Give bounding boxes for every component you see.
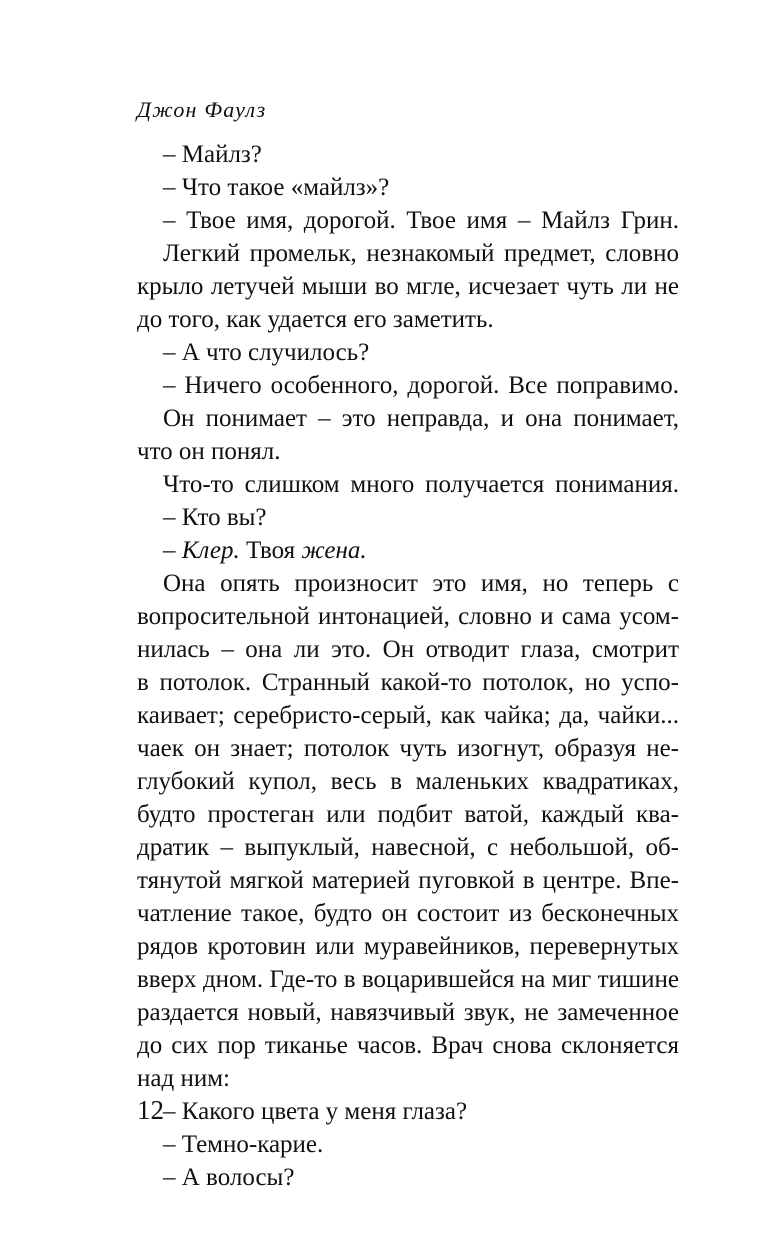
text-segment: Что-то слишком много получается понимания. (163, 471, 679, 498)
text-segment: Он понимает – это неправда, и она понимает, (163, 405, 679, 432)
text-segment: – Какого цвета у меня глаза? (163, 1098, 468, 1125)
text-line (137, 270, 679, 303)
text-segment: чаек он знает; потолок чуть изогнут, образуя не- (137, 735, 679, 762)
text-segment: рядов кротовин или муравейников, перевернутых (137, 933, 679, 960)
text-line (137, 798, 679, 831)
text-segment: будто простеган или подбит ватой, каждый ква- (137, 801, 679, 828)
text-line (137, 567, 679, 600)
text-line (137, 1029, 679, 1062)
text-line (137, 369, 679, 402)
text-line (137, 1161, 679, 1194)
text-segment: вверх дном. Где-то в воцарившейся на миг тишине (137, 966, 679, 993)
text-segment: каивает; серебристо-серый, как чайка; да, чайки... (137, 702, 679, 729)
text-line (137, 534, 679, 567)
text-segment: до сих пор тиканье часов. Врач снова склоняется (137, 1032, 679, 1059)
text-segment: дратик – выпуклый, навесной, с небольшой, об- (137, 834, 679, 861)
italic-text-segment: жена. (301, 537, 367, 564)
text-segment: чатление такое, будто он состоит из бесконечных (137, 900, 679, 927)
text-segment: – (163, 537, 182, 564)
text-segment: вопросительной интонацией, словно и сама усом- (137, 603, 679, 630)
text-segment: Легкий промельк, незнакомый предмет, словно (163, 240, 679, 267)
text-segment: крыло летучей мыши во мгле, исчезает чуть ли не (137, 273, 679, 300)
text-segment: – Майлз? (163, 141, 262, 168)
text-segment: что он понял. (137, 438, 281, 465)
text-line (137, 633, 679, 666)
text-line (137, 204, 679, 237)
text-segment: в потолок. Странный какой-то потолок, но успо- (137, 669, 679, 696)
text-line (137, 765, 679, 798)
text-line (137, 897, 679, 930)
italic-text-segment: Клер. (181, 537, 240, 564)
text-line (137, 666, 679, 699)
body-text (137, 138, 679, 1194)
text-line (137, 831, 679, 864)
running-head-author: Джон Фаулз (137, 97, 267, 122)
text-segment: Твоя (239, 537, 302, 564)
text-segment: – Твое имя, дорогой. Твое имя – Майлз Грин. (163, 207, 679, 234)
text-segment: – А что случилось? (163, 339, 370, 366)
text-line (137, 864, 679, 897)
text-segment: – Темно-карие. (163, 1131, 324, 1158)
text-segment: – Что такое «майлз»? (163, 174, 390, 201)
text-line (137, 930, 679, 963)
text-line (137, 600, 679, 633)
text-line (137, 963, 679, 996)
text-segment: Она опять произносит это имя, но теперь с (163, 570, 679, 597)
text-line (137, 1095, 679, 1128)
text-segment: – А волосы? (163, 1164, 295, 1191)
text-segment: нилась – она ли это. Он отводит глаза, смотрит (137, 636, 679, 663)
page-number: 12 (137, 1095, 164, 1125)
text-line (137, 1128, 679, 1161)
text-line (137, 1062, 679, 1095)
text-segment: – Ничего особенного, дорогой. Все поправимо. (163, 372, 679, 399)
text-line (137, 468, 679, 501)
text-line (137, 699, 679, 732)
text-line (137, 435, 679, 468)
text-line (137, 237, 679, 270)
text-segment: над ним: (137, 1065, 230, 1092)
text-line (137, 996, 679, 1029)
text-segment: – Кто вы? (163, 504, 267, 531)
text-line (137, 171, 679, 204)
text-segment: до того, как удается его заметить. (137, 306, 494, 333)
text-line (137, 732, 679, 765)
text-line (137, 138, 679, 171)
text-line (137, 336, 679, 369)
text-line (137, 402, 679, 435)
text-segment: раздается новый, навязчивый звук, не замеченное (137, 999, 679, 1026)
text-line (137, 501, 679, 534)
text-segment: глубокий купол, весь в маленьких квадратиках, (137, 768, 679, 795)
text-line (137, 303, 679, 336)
text-segment: тянутой мягкой материей пуговкой в центре. Впе- (137, 867, 679, 894)
